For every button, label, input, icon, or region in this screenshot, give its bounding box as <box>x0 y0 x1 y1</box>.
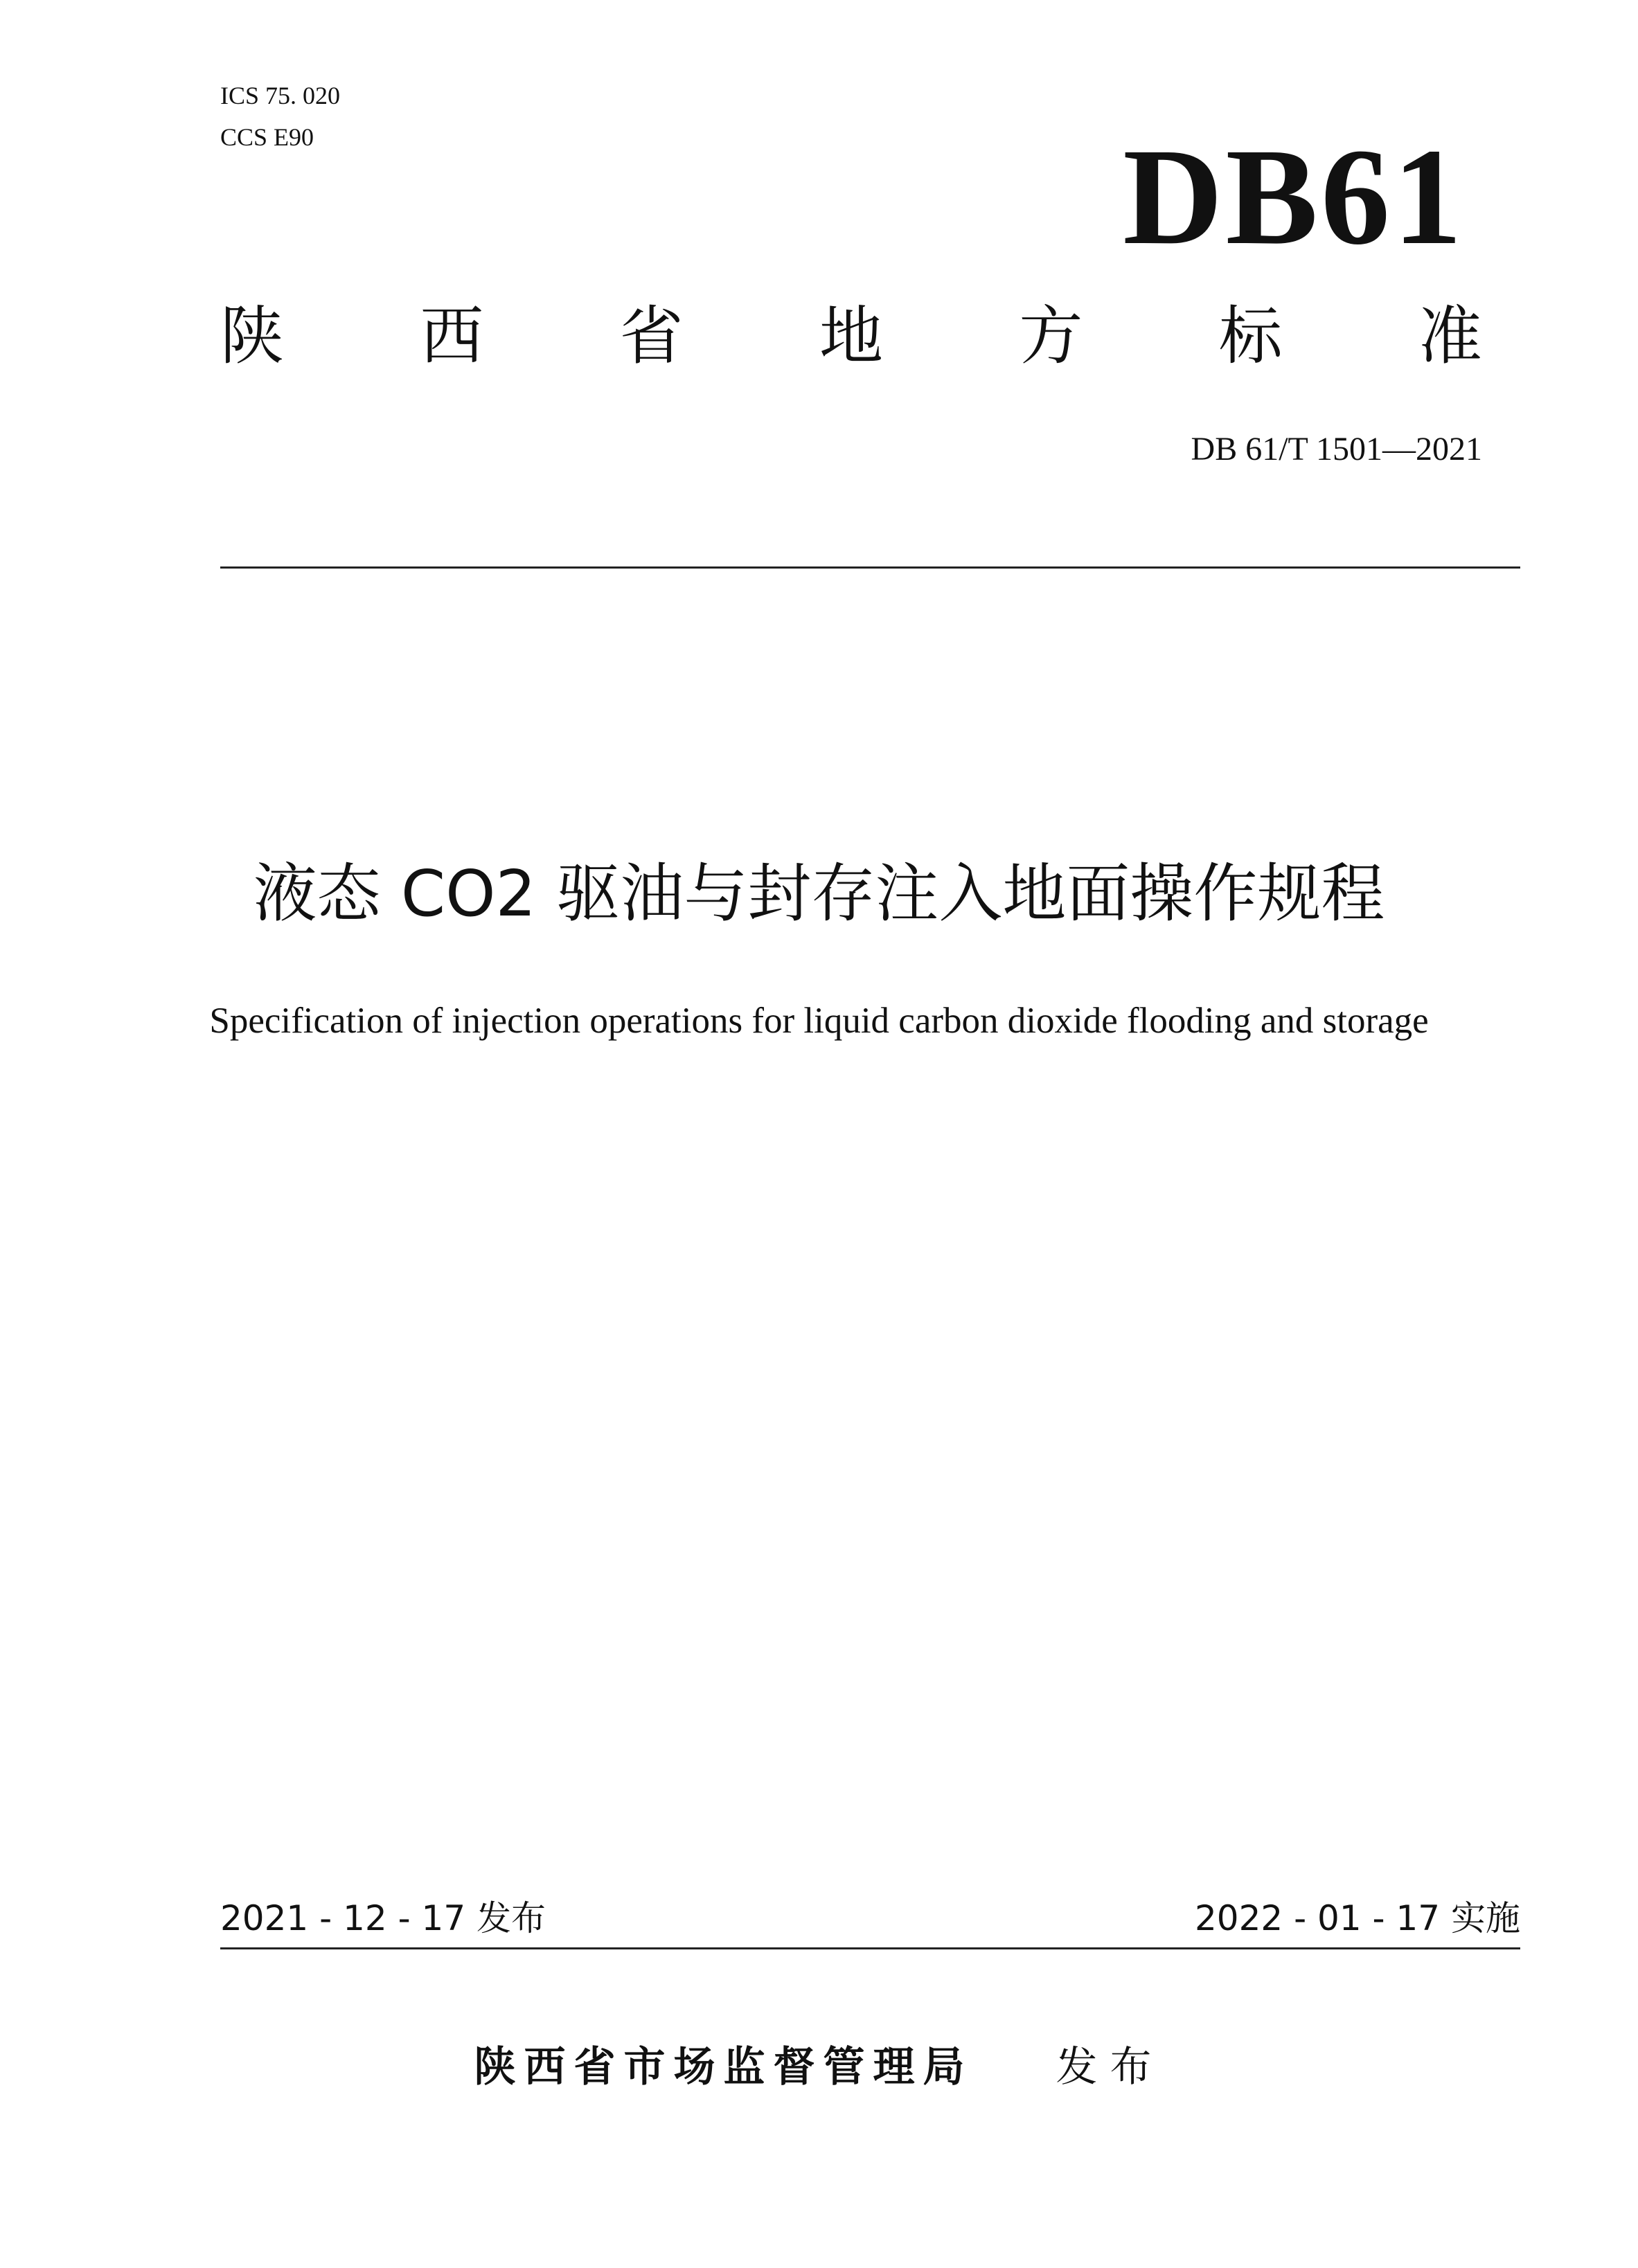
standard-type-char: 方 <box>1019 299 1083 373</box>
standard-number: DB 61/T 1501—2021 <box>1191 431 1482 467</box>
standard-logo: DB61 <box>1123 120 1465 274</box>
ccs-code: CCS E90 <box>220 123 314 151</box>
document-title-english: Specification of injection operations for liquid carbon dioxide flooding and storage <box>209 1001 1429 1041</box>
issuing-authority: 陕西省市场监督管理局 <box>474 2043 973 2091</box>
standard-type-char: 地 <box>819 299 883 373</box>
standard-type-char: 标 <box>1218 299 1283 373</box>
implementation-date: 2022 - 01 - 17 实施 <box>1194 1898 1520 1938</box>
standard-type-heading <box>220 299 1482 373</box>
issued-label: 发布 <box>1056 2043 1164 2091</box>
document-title-chinese: 液态 CO2 驱油与封存注入地面操作规程 <box>253 857 1385 931</box>
issuer-line <box>0 2043 1638 2091</box>
header-divider <box>220 566 1520 569</box>
issue-date: 2021 - 12 - 17 发布 <box>220 1898 546 1938</box>
standard-type-char: 准 <box>1418 299 1482 373</box>
standard-type-char: 陕 <box>220 299 285 373</box>
standard-type-char: 西 <box>420 299 484 373</box>
footer-divider <box>220 1947 1520 1949</box>
ics-code: ICS 75. 020 <box>220 82 341 109</box>
standard-type-char: 省 <box>619 299 684 373</box>
